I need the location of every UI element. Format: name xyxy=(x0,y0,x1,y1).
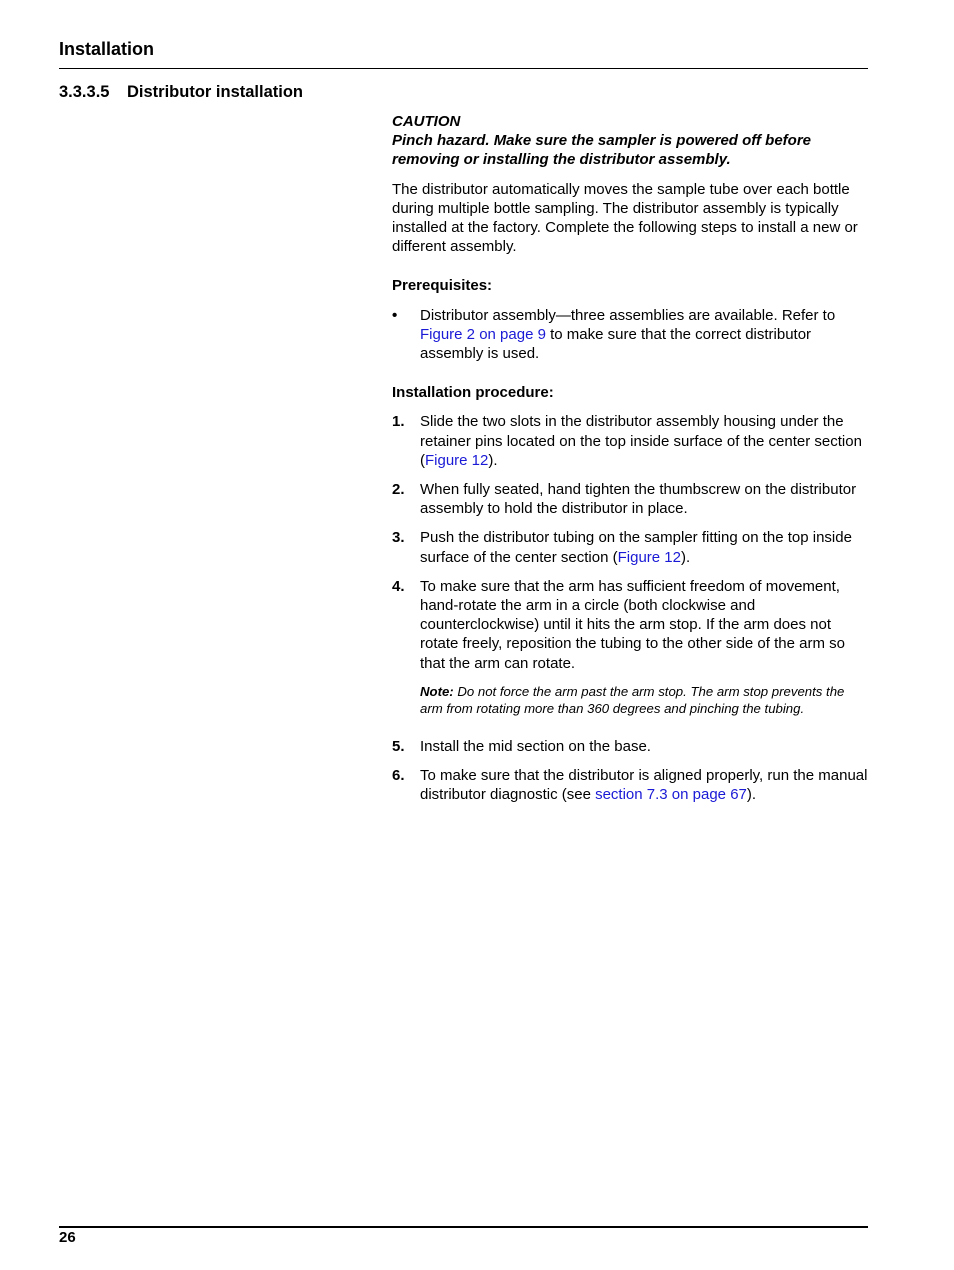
prerequisite-text: Distributor assembly—three assemblies are available. Refer to xyxy=(420,306,836,324)
section-heading xyxy=(59,82,303,102)
step-text: To make sure that the arm has sufficient freedom of movement, hand-rotate the arm in a circle (both clockwise and counterclockwise) until it hits the arm stop. If the arm does not rotate freely, reposition the tubing to the other side of the arm so that the arm can rotate. xyxy=(420,577,845,672)
bullet-marker: • xyxy=(392,306,398,324)
step-1 xyxy=(392,412,868,470)
note-label: Note: xyxy=(420,683,454,699)
page-number: 26 xyxy=(59,1229,76,1246)
step-5 xyxy=(392,737,868,756)
header-rule xyxy=(59,68,868,69)
step-text: Push the distributor tubing on the sampler fitting on the top inside surface of the center section ( xyxy=(420,529,852,566)
prerequisite-text-after: to make sure that the correct distributor assembly is used. xyxy=(420,325,812,363)
step-number: 1. xyxy=(392,413,405,431)
step-text: Install the mid section on the base. xyxy=(420,737,651,755)
link-figure-12[interactable]: Figure 12 xyxy=(617,548,681,566)
step-6 xyxy=(392,766,868,804)
step-text: When fully seated, hand tighten the thumbscrew on the distributor assembly to hold the distributor in place. xyxy=(420,481,857,518)
step-3 xyxy=(392,528,868,566)
section-title: Distributor installation xyxy=(127,83,304,101)
prerequisite-item xyxy=(392,306,868,364)
procedure-steps xyxy=(392,412,868,672)
prerequisites-heading: Prerequisites: xyxy=(392,277,493,295)
running-header-title: Installation xyxy=(59,39,155,59)
note-text: Do not force the arm past the arm stop. The arm stop prevents the arm from rotating more than 360 degrees and pinching the tubing. xyxy=(420,683,845,716)
main-content xyxy=(392,112,868,814)
step-number: 5. xyxy=(392,737,405,755)
step-text-after: ). xyxy=(746,786,757,804)
caution-block xyxy=(392,112,868,170)
step-number: 6. xyxy=(392,767,405,785)
procedure-heading: Installation procedure: xyxy=(392,384,554,402)
link-section-7-3[interactable]: section 7.3 on page 67 xyxy=(595,786,747,804)
note-block xyxy=(392,683,868,717)
intro-paragraph: The distributor automatically moves the sample tube over each bottle during multiple bottle sampling. The distributor assembly is typically installed at the factory. Complete the following steps to install a new or different assembly. xyxy=(392,180,858,256)
step-number: 3. xyxy=(392,529,405,547)
link-figure-2[interactable]: Figure 2 on page 9 xyxy=(420,325,546,343)
step-text: To make sure that the distributor is aligned properly, run the manual distributor diagnostic (see xyxy=(420,767,868,804)
section-number: 3.3.3.5 xyxy=(59,83,110,101)
link-figure-12[interactable]: Figure 12 xyxy=(425,451,489,469)
step-number: 4. xyxy=(392,577,405,595)
footer-rule xyxy=(59,1226,868,1228)
procedure-steps-continued xyxy=(392,737,868,805)
step-text-after: ). xyxy=(488,451,498,469)
caution-label: CAUTION xyxy=(392,113,461,130)
caution-text: Pinch hazard. Make sure the sampler is powered off before removing or installing the distributor assembly. xyxy=(392,132,812,169)
step-number: 2. xyxy=(392,481,405,499)
step-text-after: ). xyxy=(680,548,691,566)
prerequisites-list xyxy=(392,306,868,364)
step-2 xyxy=(392,480,868,518)
step-4 xyxy=(392,577,868,673)
step-text: Slide the two slots in the distributor assembly housing under the retainer pins located on the top inside surface of the center section ( xyxy=(420,413,862,469)
